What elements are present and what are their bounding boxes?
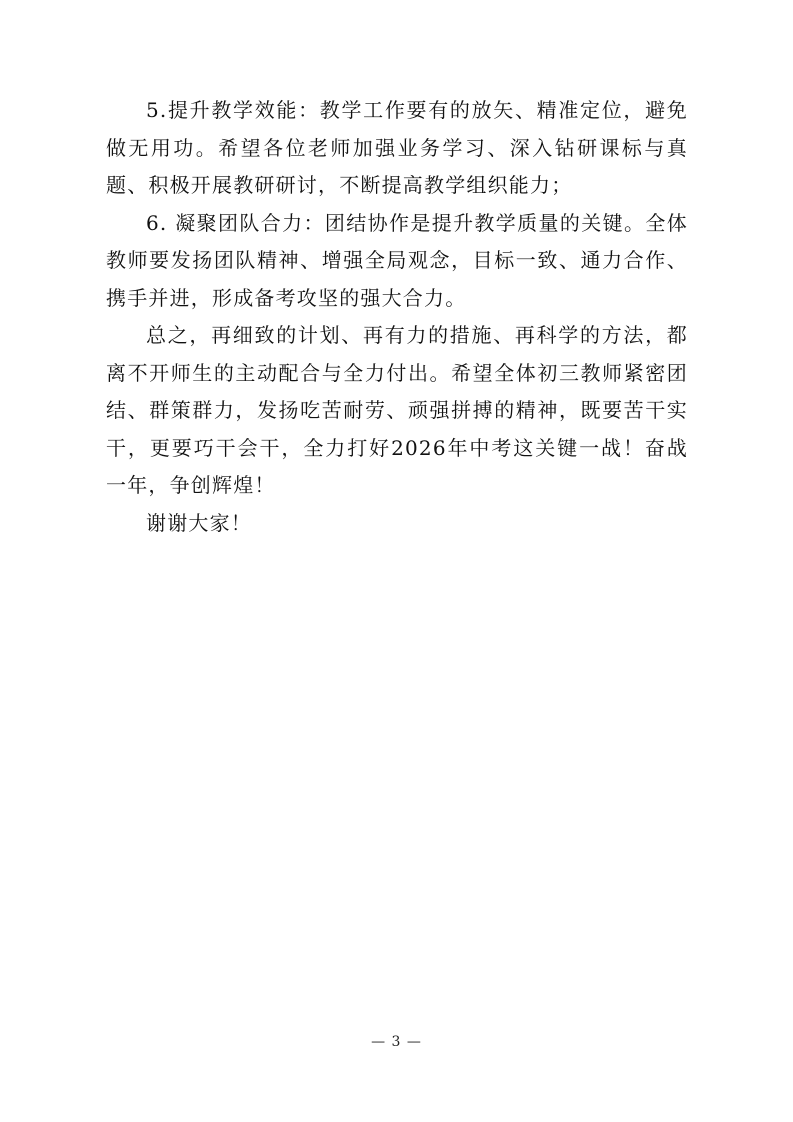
paragraph-team-cohesion: 6. 凝聚团队合力：团结协作是提升教学质量的关键。全体教师要发扬团队精神、增强全局观念，目标一致、通力合作、携手并进，形成备考攻坚的强大合力。 — [106, 210, 688, 310]
document-body — [106, 92, 688, 542]
paragraph-improve-teaching-efficiency: 5.提升教学效能：教学工作要有的放矢、精准定位，避免做无用功。希望各位老师加强业务学习、深入钻研课标与真题、积极开展教研研讨，不断提高教学组织能力； — [106, 98, 688, 197]
paragraph-thanks: 谢谢大家！ — [146, 510, 252, 535]
page-number: — 3 — — [371, 1034, 422, 1050]
paragraph-conclusion: 总之，再细致的计划、再有力的措施、再科学的方法，都离不开师生的主动配合与全力付出。希望全体初三教师紧密团结、群策群力，发扬吃苦耐劳、顽强拼搏的精神，既要苦干实干，更要巧干会干，全力打好2026年中考这关键一战！奋战一年，争创辉煌！ — [106, 323, 688, 497]
